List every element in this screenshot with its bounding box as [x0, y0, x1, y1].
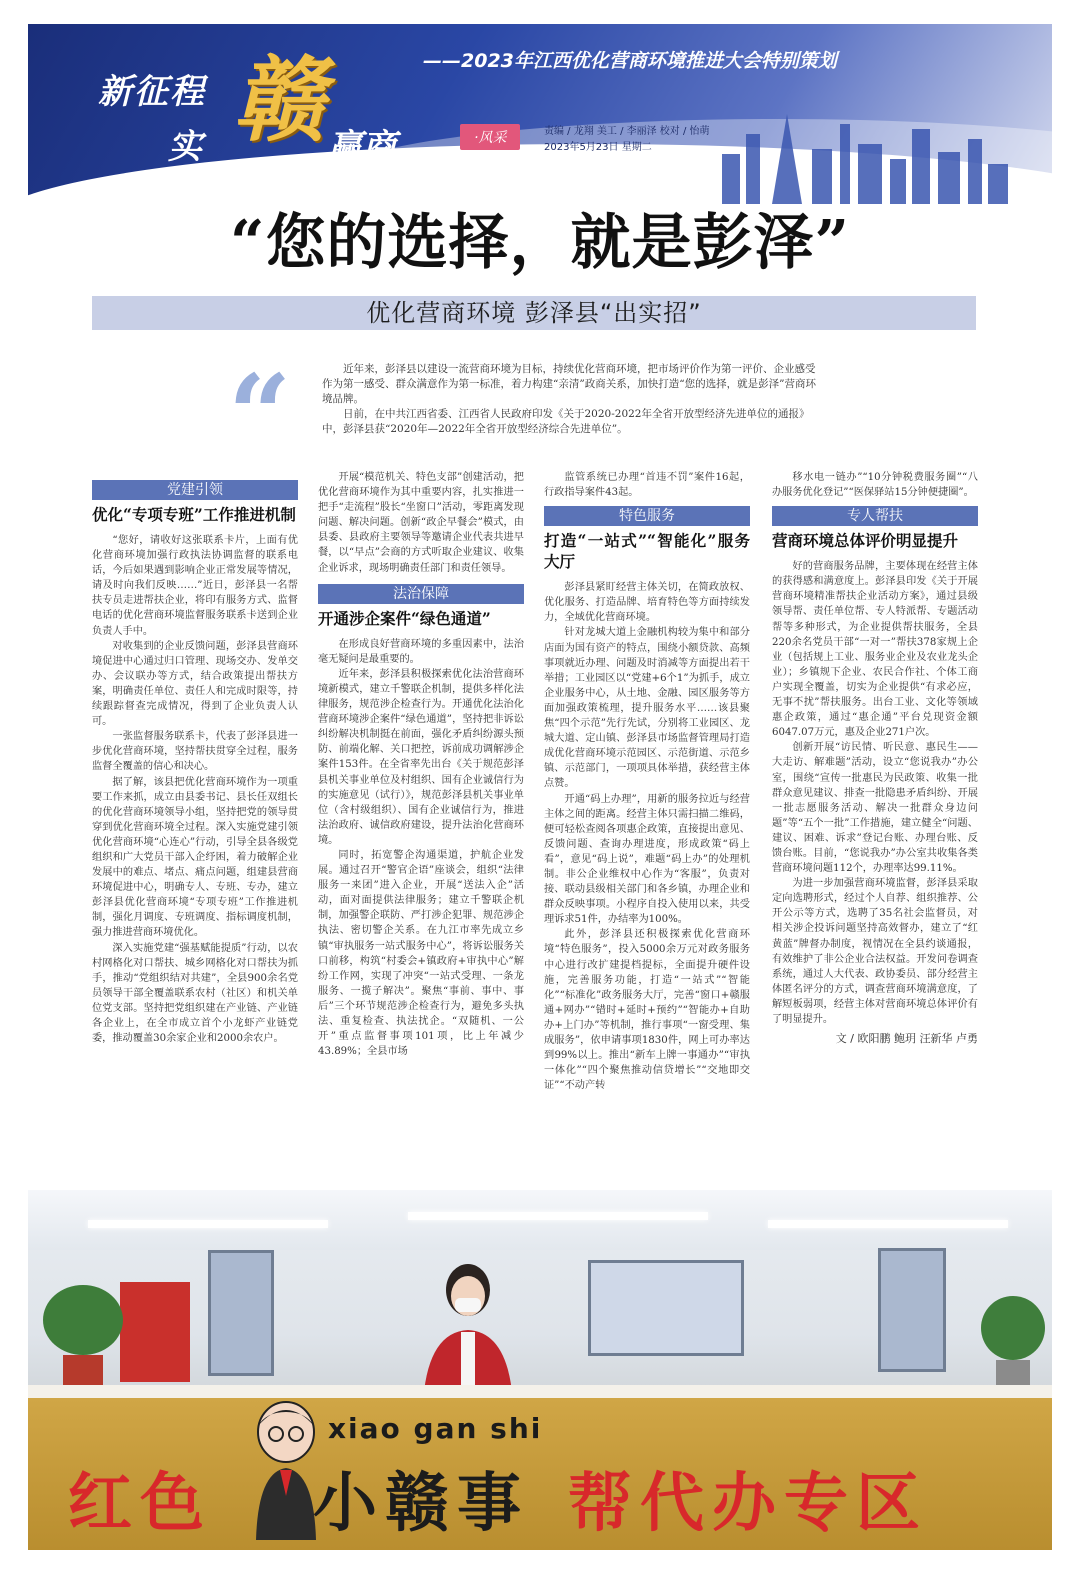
ceiling-light	[768, 1220, 1008, 1228]
banner-slogan-c: 赢商	[328, 127, 396, 167]
quote-mark-icon: “	[228, 350, 292, 479]
section-label: 特色服务	[544, 506, 750, 526]
credits-date: 2023年5月23日 星期二	[544, 142, 652, 153]
banner-slogan-b: 实	[168, 127, 202, 167]
intro-paragraph: 近年来，彭泽县以建设一流营商环境为目标，持续优化营商环境，把市场评价作为第一评价、企业感受作为第一感受、群众满意作为第一标准，着力构建“亲清”政商关系，加快打造“您的选择，就是彭泽”营商环境品牌。	[322, 363, 816, 405]
headline: “您的选择，就是彭泽”	[229, 208, 851, 278]
section-title: 开通涉企案件“绿色通道”	[318, 608, 491, 628]
section-title: 优化“专项专班”工作推进机制	[92, 505, 296, 524]
counter-sign-red: 红色	[68, 1467, 212, 1541]
section-label: 专人帮扶	[772, 506, 978, 526]
counter-sign-zone: 帮代办专区	[568, 1467, 928, 1541]
counter-top	[28, 1385, 1052, 1399]
banner-subtitle: ——2023年江西优化营商环境推进大会特别策划	[423, 50, 837, 72]
column-4	[772, 470, 978, 1046]
column-3	[544, 470, 750, 1093]
banner	[28, 24, 1052, 224]
plant-icon	[978, 1290, 1048, 1400]
paragraph: 此外，彭泽县还积极探索优化营商环境“特色服务”，投入5000余万元对政务服务中心进行改扩建提档提标，全面提升硬件设施，完善服务功能，打造“一站式”“智能化”“标准化”政务服务大厅，完善“窗口+赣服通+网办”“错时+延时+预约”“智能办+自助办+上门办”等机制，推行事项“一窗受理、集成服务”，依申请事项1830件，网上可办率达到99%以上。推出“新车上牌一事通办”“审执一体化”“四个聚焦推动信贷增长”“交地即交证”“不动产转	[544, 929, 750, 1092]
intro-paragraph: 日前，在中共江西省委、江西省人民政府印发《关于2020-2022年全省开放型经济先进单位的通报》中，彭泽县获“2020年—2022年全省开放型经济综合先进单位”。	[322, 408, 810, 435]
paragraph: 在形成良好营商环境的多重因素中，法治毫无疑问是最重要的。	[318, 638, 524, 665]
author-byline: 文 / 欧阳鹏 鲍玥 汪新华 卢勇	[835, 1032, 978, 1046]
section-label: 党建引领	[92, 480, 298, 500]
display-screen	[878, 1248, 946, 1372]
plant-icon	[38, 1280, 128, 1400]
paragraph: 一张监督服务联系卡，代表了彭泽县进一步优化营商环境，坚持帮扶贯穿全过程，服务监督全覆盖的信心和决心。	[92, 731, 298, 773]
paragraph: 针对龙城大道上金融机构较为集中和部分店面为国有资产的特点，围绕小额贷款、高频事项就近办理、问题及时消减等方面提出若干举措；工业园区以“党建+6个1”为抓手，成立企业服务中心，从土地、金融、园区服务等方面加强政策梳理，提升服务水平……该县聚焦“四个示范”先行先试，分别将工业园区、龙城大道、定山镇、彭泽县市场监督管理局打造成优化营商环境示范园区、示范街道、示范乡镇、示范部门，一项项具体举措，获经营主体点赞。	[544, 627, 750, 790]
paragraph: 开通“码上办理”，用新的服务拉近与经营主体之间的距离。经营主体只需扫描二维码，便可轻松查阅各项惠企政策，直接提出意见、反馈问题、查询办理进度，形成政策“码上看”，意见“码上说”，难题“码上办”的处理机制。非公企业维权中心作为“客服”，负责对接、联动县级相关部门和各乡镇，办理企业和群众反映事项。小程序自投入使用以来，共受理诉求51件，办结率为100%。	[544, 793, 750, 926]
paragraph: 创新开展“访民情、听民意、惠民生——大走访、解难题”活动，设立“您说我办”办公室，围绕“宣传一批惠民为民政策、收集一批群众意见建议、排查一批隐患矛盾纠纷、开展一批志愿服务活动、解决一批群众身边问题”等“五个一批”工作措施，建立健全“问题、建议、困难、诉求”登记台账、办理台账、反馈台账。目前，“您说我办”办公室共收集各类营商环境问题112个，办理率达99.11%。	[772, 742, 978, 875]
ceiling-light	[88, 1220, 328, 1228]
city-skyline-icon	[712, 94, 1012, 204]
paragraph: 移水电一链办”“10分钟税费服务圈”“八办服务优化登记”“医保驿站15分钟便捷圈”。	[772, 472, 978, 499]
mascot-pinyin: xiao gan shi	[328, 1412, 543, 1445]
column-2	[318, 470, 524, 1059]
paragraph: “您好，请收好这张联系卡片，上面有优化营商环境加强行政执法协调监督的联系电话，今后如果遇到影响企业正常发展等情况，请及时向我们反映……”近日，彭泽县一名帮扶专员走进帮扶企业，将印有服务方式、监督电话的优化营商环境监督服务联系卡送到企业负责人手中。	[92, 535, 298, 637]
column-1	[92, 478, 298, 1046]
display-screen	[208, 1250, 274, 1376]
column-tag: ·风采	[460, 124, 520, 150]
info-board	[120, 1282, 190, 1382]
intro	[322, 362, 822, 437]
subheadline: 优化营商环境 彭泽县“出实招”	[92, 296, 976, 330]
paragraph: 开展“模范机关、特色支部”创建活动，把优化营商环境作为其中重要内容，扎实推进一把手“走流程”股长“坐窗口”活动，零距离发现问题、解决问题。创新“政企早餐会”模式，由县委、县政府主要领导等邀请企业代表共进早餐，以“早点”会商的方式听取企业建议、收集企业诉求，现场明确责任部门和责任领导。	[318, 472, 524, 574]
paragraph: 好的营商服务品牌，主要体现在经营主体的获得感和满意度上。彭泽县印发《关于开展营商环境精准帮扶企业活动方案》，通过县级领导帮、责任单位帮、专人特派帮、专题活动帮等多种形式，为企业提供帮扶服务，全县220余名党员干部“一对一”帮扶378家规上企业（包括规上工业、服务业企业及农业龙头企业）；乡镇规下企业、农民合作社、个体工商户实现全覆盖，切实为企业提供“有求必应，无事不扰”帮扶服务。出台工业、文化等领域惠企政策，通过“惠企通”平台兑现资金额6047.07万元，惠及企业271户次。	[772, 561, 978, 739]
banner-slogan-big: 赣	[233, 46, 326, 154]
paragraph: 同时，拓宽警企沟通渠道，护航企业发展。通过召开“警官企语”座谈会，组织“法律服务一来团”进入企业，开展“送法入企”活动，面对面提供法律服务；建立千警联企机制，加强警企联防、严打涉企犯罪、规范涉企执法、密切警企关系。在九江市率先成立乡镇“审执服务一站式服务中心”，将诉讼服务关口前移，构筑“村委会+镇政府+审执中心”解纷工作网，实现了冲突“一站式受理、一条龙服务、一揽子解决”。聚焦“事前、事中、事后”三个环节规范涉企检查行为，避免多头执法、重复检查、执法扰企。“双随机、一公开”重点监督事项101项，比上年减少43.89%；全县市场	[318, 849, 524, 1058]
paragraph: 彭泽县紧盯经营主体关切，在简政放权、优化服务、打造品牌、培育特色等方面持续发力，全域优化营商环境。	[544, 582, 750, 624]
section-title: 打造“一站式”“智能化”服务大厅	[544, 531, 750, 572]
service-hall-photo	[28, 1190, 1052, 1550]
display-screen	[588, 1260, 744, 1356]
paragraph: 为进一步加强营商环境监督，彭泽县采取定向选聘形式，经过个人自荐、组织推荐、公开公示等方式，选聘了35名社会监督员，对相关涉企投诉问题坚持高效督办，建立了“红黄蓝”牌督办制度，视情况在全县约谈通报，有效维护了非公企业合法权益。开发问卷调查系统，通过人大代表、政协委员、部分经营主体匿名评分的方式，调查营商环境满意度，了解短板弱项，经营主体对营商环境总体评价有了明显提升。	[772, 878, 978, 1025]
credits-editors: 责编 / 龙翔 美工 / 李丽泽 校对 / 怡萌	[544, 126, 710, 137]
staff-person-icon	[413, 1252, 523, 1402]
section-title: 营商环境总体评价明显提升	[772, 531, 959, 551]
ceiling-light	[408, 1212, 708, 1220]
paragraph: 近年来，彭泽县积极探索优化法治营商环境新模式，建立千警联企机制，提供多样化法律服务，规范涉企检查行为。开通优化法治化营商环境涉企案件“绿色通道”，坚持把非诉讼纠纷解决机制挺在前面，强化矛盾纠纷源头预防、前端化解、关口把控，诉前成功调解涉企案件153件。在全省率先出台《关于规范彭泽县机关事业单位及村组织、国有企业诚信行为的实施意见（试行）》，规范彭泽县机关事业单位（含村级组织）、国有企业诚信行为，推进法治政府、诚信政府建设，提升法治化营商环境。	[318, 668, 524, 846]
counter-sign-black: 小赣事	[313, 1467, 529, 1541]
paragraph: 深入实施党建“强基赋能提质”行动，以农村网格化对口帮扶、城乡网格化对口帮扶为抓手，推动“党组织结对共建”，全县900余名党员领导干部全覆盖联系农村（社区）和机关单位党支部。坚持把党组织建在产业链、产业链各企业上，在全市成立首个小龙虾产业链党委，推动覆盖30余家企业和2000余农户。	[92, 942, 298, 1045]
paragraph: 据了解，该县把优化营商环境作为一项重要工作来抓，成立由县委书记、县长任双组长的优化营商环境领导小组，坚持把党的领导贯穿到优化营商环境全过程。深入实施党建引领优化营商环境“心连心”行动，引导全县各级党组织和广大党员干部入企纾困，着力破解企业发展中的难点、堵点、痛点问题，组建县营商环境促进中心，明确专人、专班、专办，建立彭泽县优化营商环境“专项专班”工作推进机制，强化月调度、专班调度、指标调度机制，强力推进营商环境优化。	[92, 776, 298, 939]
paragraph: 监管系统已办理“首违不罚”案件16起，行政指导案件43起。	[544, 472, 750, 499]
paragraph: 对收集到的企业反馈问题，彭泽县营商环境促进中心通过归口管理、现场交办、发单交办、会议联办等方式，结合政策提出帮扶方案，明确责任单位、责任人和完成时限等，持续跟踪督查完成情况，得到了企业负责人认可。	[92, 640, 298, 728]
section-label: 法治保障	[318, 584, 524, 604]
credits	[544, 124, 710, 156]
banner-slogan-a: 新征程	[98, 72, 206, 112]
